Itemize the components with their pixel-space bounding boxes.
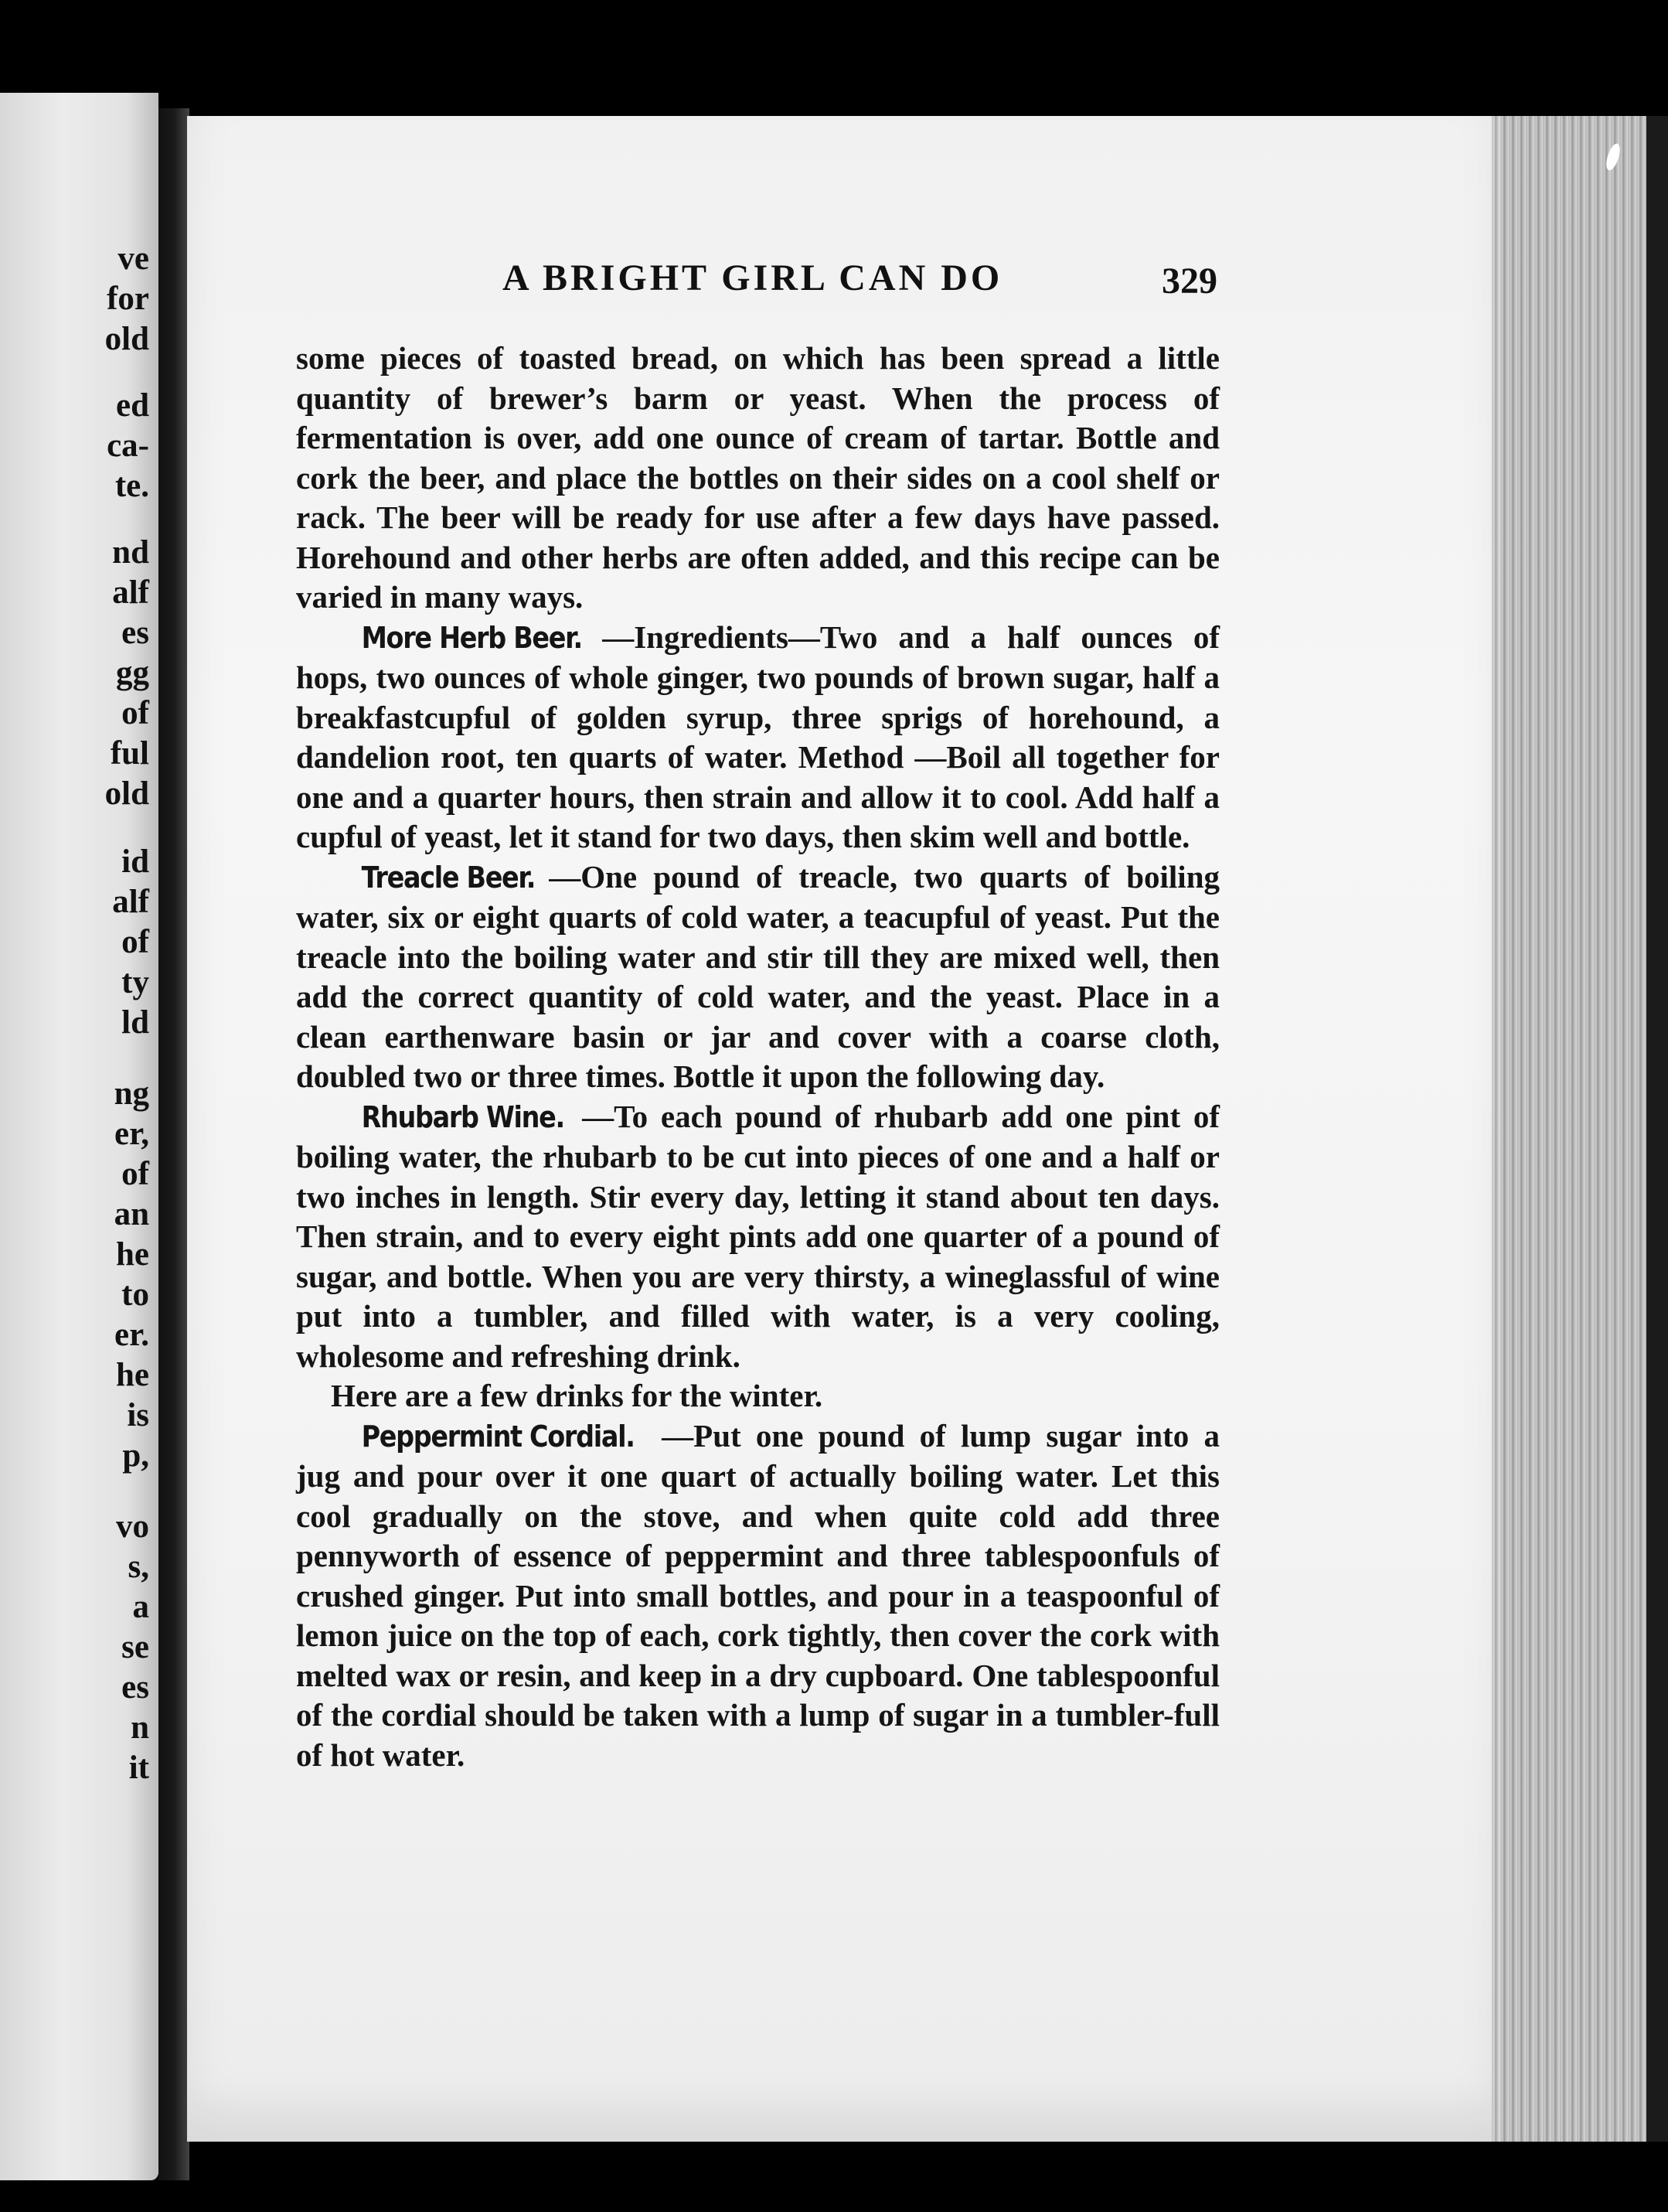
left-page-text-fragment: for	[107, 281, 149, 317]
left-page-text-fragment: s,	[128, 1549, 149, 1585]
left-page-text-fragment: of	[121, 695, 149, 731]
left-page-text-fragment: of	[121, 1156, 149, 1192]
left-page-text-fragment: es	[121, 1669, 149, 1706]
left-page-text-fragment: a	[132, 1589, 149, 1625]
recipe-title: Rhubarb Wine.	[361, 1099, 564, 1134]
page-fore-edge	[1492, 116, 1646, 2142]
recipe-text: —Put one pound of lump sugar into a jug and pour over it one quart of actually boiling water. Let this cool gradually on the stove, and when quite cold add three pennyworth of essence of peppermint and three tablespoonfuls of crushed ginger. Put into small bottles, and pour in a teaspoonful of lemon juice on the top of each, cork tightly, then cover the cork with melted wax or resin, and keep in a dry cupboard. One tablespoonful of the cordial should be taken with a lump of sugar in a tumbler-full of hot water.	[296, 1417, 1220, 1773]
left-page-text-fragment: n	[131, 1709, 149, 1746]
recipe-text: —Ingredients—Two and a half ounces of hops, two ounces of whole ginger, two pounds of brown sugar, half a breakfastcupful of golden syrup, three sprigs of horehound, a dandelion root, ten quarts of water. Method —Boil all together for one and a quarter hours, then strain and allow it to cool. Add half a cupful of yeast, let it stand for two days, then skim well and bottle.	[296, 619, 1220, 854]
running-header: A BRIGHT GIRL CAN DO	[502, 257, 1003, 298]
left-page-text-fragment: ld	[121, 1004, 149, 1041]
left-page-text-fragment: alf	[112, 574, 149, 611]
left-page-text-fragment: gg	[116, 655, 149, 691]
left-page-text-fragment: he	[116, 1236, 149, 1273]
recipe-rhubarb-wine	[296, 1097, 1220, 1377]
left-page-text-fragment: ca-	[107, 428, 149, 464]
recipe-title: Treacle Beer.	[361, 860, 536, 895]
book-gutter	[158, 108, 189, 2180]
winter-drinks-intro: Here are a few drinks for the winter.	[331, 1378, 823, 1413]
left-page-text-fragment: it	[128, 1750, 149, 1786]
left-page-text-fragment: es	[121, 615, 149, 651]
left-page-text-fragment: old	[104, 321, 149, 357]
left-page-text-fragment: p,	[122, 1437, 149, 1474]
left-page-text-fragment: alf	[112, 884, 149, 920]
recipe-peppermint-cordial	[296, 1416, 1220, 1776]
scan-border	[1646, 116, 1668, 2142]
page-number: 329	[1162, 261, 1217, 302]
left-page-text-fragment: nd	[112, 534, 149, 571]
left-page-text-fragment: id	[121, 844, 149, 880]
left-page-text-fragment: ty	[121, 964, 149, 1000]
recipe-text: —To each pound of rhubarb add one pint of boiling water, the rhubarb to be cut into pieces of one and a half or two inches in length. Stir every day, letting it stand about ten days. Then strain, and to every eight pints add one quarter of a pound of sugar, and bottle. When you are very thirsty, a wineglassful of wine put into a tumbler, and filled with water, is a very cooling, wholesome and refreshing drink.	[296, 1098, 1220, 1374]
paragraph-continuation: some pieces of toasted bread, on which has been spread a little quantity of brewer’s barm or yeast. When the process of fermentation is over, add one ounce of cream of tartar. Bottle and cork the beer, and place the bottles on their sides on a cool shelf or rack. The beer will be ready for use after a few days have passed. Horehound and other herbs are often added, and this recipe can be varied in many ways.	[296, 340, 1220, 615]
left-page-text-fragment: to	[121, 1276, 149, 1313]
body-text	[296, 339, 1220, 1775]
left-page-text-fragment: of	[121, 924, 149, 960]
left-page-text-fragment: he	[116, 1357, 149, 1393]
recipe-more-herb-beer	[296, 618, 1220, 857]
left-page-sliver	[0, 93, 158, 2180]
left-page-text-fragment: an	[114, 1196, 149, 1232]
left-page-text-fragment: ng	[114, 1075, 149, 1112]
left-page-text-fragment: ful	[110, 735, 149, 772]
recipe-title: Peppermint Cordial.	[361, 1419, 635, 1454]
left-page-text-fragment: er,	[114, 1116, 149, 1152]
recipe-text: —One pound of treacle, two quarts of boiling water, six or eight quarts of cold water, a teacupful of yeast. Put the treacle into the boiling water and stir till they are mixed well, then add the correct quantity of cold water, and the yeast. Place in a clean earthenware basin or jar and cover with a coarse cloth, doubled two or three times. Bottle it upon the following day.	[296, 858, 1220, 1094]
recipe-treacle-beer	[296, 857, 1220, 1097]
recipe-title: More Herb Beer.	[361, 620, 582, 655]
left-page-text-fragment: is	[127, 1397, 149, 1433]
left-page-text-fragment: te.	[114, 468, 149, 504]
left-page-text-fragment: old	[104, 775, 149, 812]
left-page-text-fragment: ed	[116, 387, 149, 424]
left-page-text-fragment: vo	[116, 1508, 149, 1545]
left-page-text-fragment: er.	[114, 1317, 149, 1353]
left-page-text-fragment: se	[121, 1629, 149, 1665]
left-page-text-fragment: ve	[117, 240, 149, 277]
